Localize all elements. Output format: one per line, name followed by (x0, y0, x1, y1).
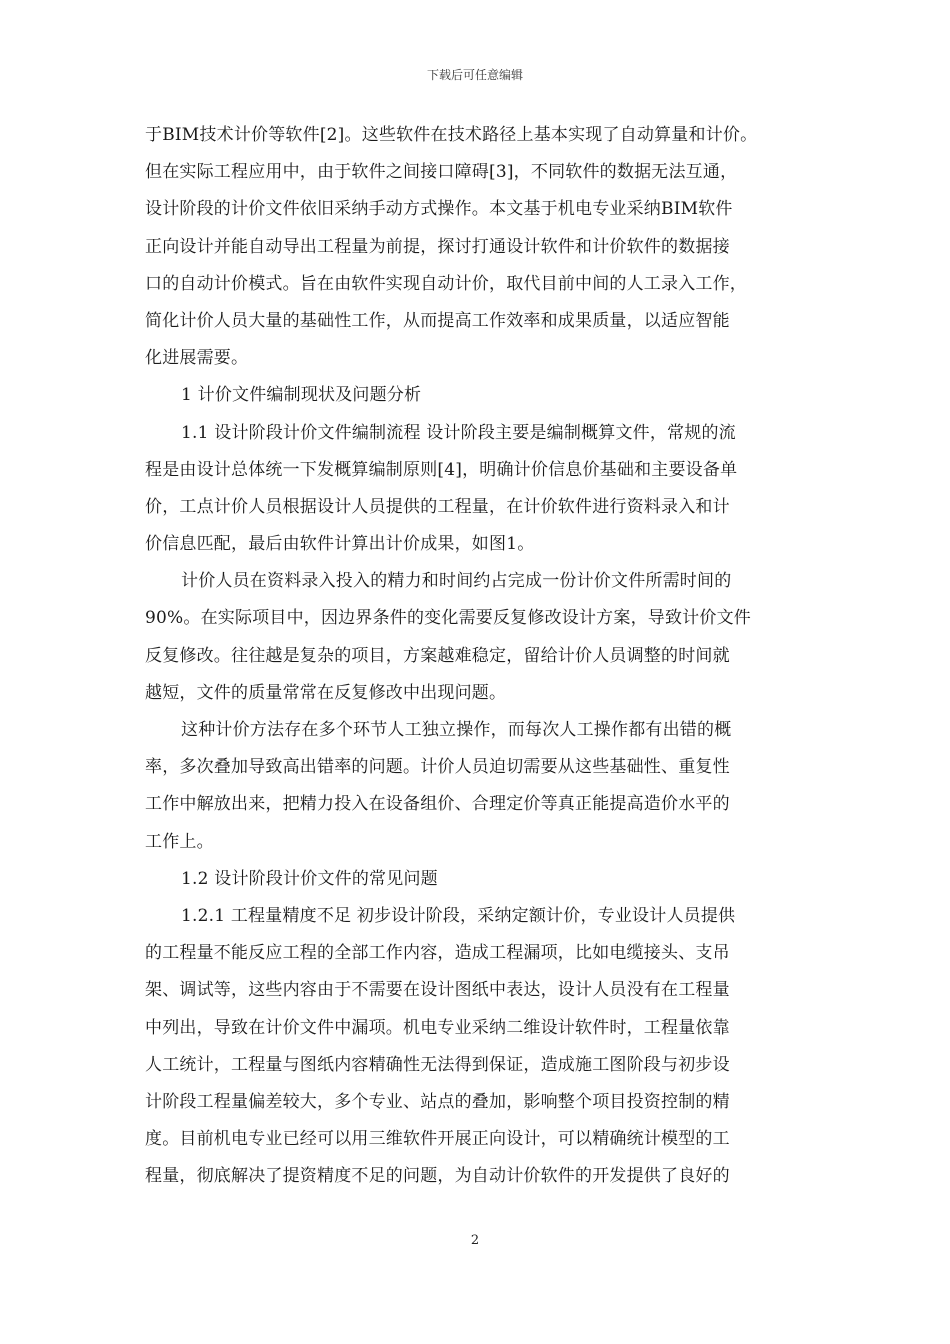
section-heading: 1 计价文件编制现状及问题分析 (181, 385, 422, 406)
text-line: 反复修改。往往越是复杂的项目，方案越难稳定，留给计价人员调整的时间就 (145, 645, 730, 666)
text-line: 90%。在实际项目中，因边界条件的变化需要反复修改设计方案，导致计价文件 (145, 608, 751, 629)
text-line: 价，工点计价人员根据设计人员提供的工程量，在计价软件进行资料录入和计 (145, 496, 730, 517)
text-line: 于BIM技术计价等软件[2]。这些软件在技术路径上基本实现了自动算量和计价。 (145, 125, 758, 145)
text-line: 工作中解放出来，把精力投入在设备组价、合理定价等真正能提高造价水平的 (145, 794, 730, 815)
text-line: 化进展需要。 (145, 348, 249, 369)
text-line: 设计阶段的计价文件依旧采纳手动方式操作。本文基于机电专业采纳BIM软件 (145, 199, 733, 220)
text-line: 程量，彻底解决了提资精度不足的问题，为自动计价软件的开发提供了良好的 (145, 1166, 730, 1187)
text-line: 正向设计并能自动导出工程量为前提，探讨打通设计软件和计价软件的数据接 (145, 236, 730, 257)
text-line: 但在实际工程应用中，由于软件之间接口障碍[3]，不同软件的数据无法互通， (145, 162, 738, 183)
text-line: 程是由设计总体统一下发概算编制原则[4]，明确计价信息价基础和主要设备单 (145, 459, 738, 480)
text-line: 计阶段工程量偏差较大，多个专业、站点的叠加，影响整个项目投资控制的精 (145, 1091, 730, 1112)
section-heading: 1.2 设计阶段计价文件的常见问题 (181, 868, 438, 889)
body-text (145, 117, 815, 1195)
text-line: 计价人员在资料录入投入的精力和时间约占完成一份计价文件所需时间的 (181, 571, 732, 592)
text-line: 的工程量不能反应工程的全部工作内容，造成工程漏项，比如电缆接头、支吊 (145, 943, 730, 964)
text-line: 越短，文件的质量常常在反复修改中出现问题。 (145, 682, 507, 703)
text-line: 中列出，导致在计价文件中漏项。机电专业采纳二维设计软件时，工程量依靠 (145, 1017, 730, 1038)
text-line: 架、调试等，这些内容由于不需要在设计图纸中表达，设计人员没有在工程量 (145, 980, 730, 1001)
text-line: 率，多次叠加导致高出错率的问题。计价人员迫切需要从这些基础性、重复性 (145, 757, 730, 778)
text-line: 这种计价方法存在多个环节人工独立操作，而每次人工操作都有出错的概 (181, 720, 732, 740)
text-line: 价信息匹配，最后由软件计算出计价成果，如图1。 (145, 534, 535, 555)
text-line: 人工统计，工程量与图纸内容精确性无法得到保证，造成施工图阶段与初步设 (145, 1054, 730, 1075)
text-line: 口的自动计价模式。旨在由软件实现自动计价，取代目前中间的人工录入工作， (145, 273, 747, 294)
page-number: 2 (470, 1233, 480, 1248)
page-header: 下载后可任意编辑 (426, 68, 523, 82)
text-line: 工作上。 (145, 831, 214, 852)
text-line: 度。目前机电专业已经可以用三维软件开展正向设计，可以精确统计模型的工 (145, 1129, 730, 1150)
text-line: 1.2.1 工程量精度不足 初步设计阶段，采纳定额计价，专业设计人员提供 (181, 905, 736, 926)
text-line: 1.1 设计阶段计价文件编制流程 设计阶段主要是编制概算文件，常规的流 (181, 422, 736, 443)
text-line: 简化计价人员大量的基础性工作，从而提高工作效率和成果质量，以适应智能 (145, 310, 730, 331)
